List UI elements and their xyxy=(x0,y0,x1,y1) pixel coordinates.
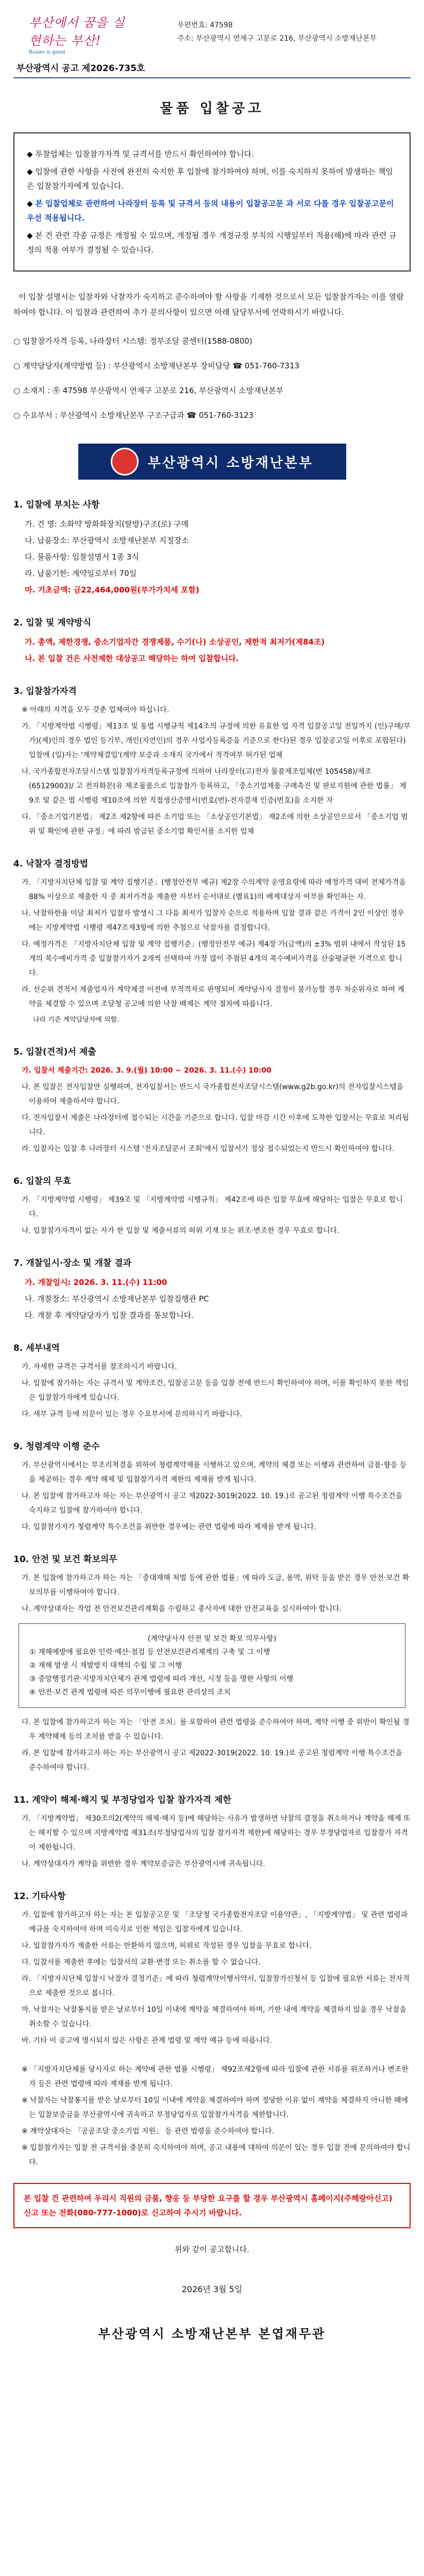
section-line: 다. 물품사항: 입찰설명서 1종 3식 xyxy=(25,552,139,562)
section-line: 다. 예정가격은 「지방자치단체 입찰 및 계약 집행기준」(행정안전부 예규) 제4장 가(금액)의 ±3% 범위 내에서 작성된 15개의 복수예비가격 중 입찰참가자가 2개씩 선택하여 가장 많이 추첨된 4개의 복수예비가격을 산술평균한 가격으로 합니다. xyxy=(22,940,406,977)
section-line: ※ 아래의 자격을 모두 갖춘 업체여야 하십니다. xyxy=(22,706,169,714)
section-line: 가. 「지방계약법 시행령」제13조 및 동법 시행규칙 제14조의 규정에 의한 유효한 업 자격 입찰공고일 전일까지 (인)구매/부가)(제)인의 경우 법인 등기부, 개인(자연인)의 경우 사업자등록증을 기준으로 한다)된 경우 입찰공고일 이후로 포함된다) 입찰에 (일)자는 '계약체결일'(계약 보증과 소재지 국가에서 적격여부 허가된 업체 xyxy=(22,722,411,759)
notice-text: 투찰업체는 입찰참가자격 및 규격서를 반드시 확인하여야 합니다. xyxy=(35,149,254,159)
section-line: 다. 개찰 후 계약담당자가 입찰 결과를 통보합니다. xyxy=(25,1311,194,1320)
announcement-date: 2026년 3월 5일 xyxy=(181,2284,243,2294)
section-line: 나. 개찰장소: 부산광역시 소방재난본부 입찰집행관 PC xyxy=(25,1294,209,1303)
box-item: ② 재해 발생 시 재발방지 대책의 수립 및 그 이행 xyxy=(29,1662,182,1670)
section-line: 나. 입찰에 참가하는 자는 규격서 및 계약조건, 입찰공고문 등을 입찰 전에 반드시 확인하여야 하며, 이를 확인하지 못한 책임은 입찰참가자에게 있습니다. xyxy=(22,1379,409,1402)
contact-line: ○ 수요부서 : 부산광역시 소방재난본부 구조구급과 ☎ 051-760-3123 xyxy=(13,411,254,420)
section-heading: 8. 세부내역 xyxy=(13,1343,60,1353)
intro-paragraph: 이 입찰 설명서는 입찰자와 낙찰자가 숙지하고 준수하여야 할 사항을 기재한 것으로서 모든 입찰참가자는 이를 열람하여야 합니다. 이 입찰과 관련하여 추가 문의사항이 있으면 아래 담당부서에 연락하시기 바랍니다. xyxy=(13,292,404,317)
section-line: 나. 낙찰하한율 미달 최저가 입찰자 발생시 그 다음 최저가 입찰자 순으로 적용하며 입찰 결과 같은 가격이 2인 이상인 경우에는 지방계약법 시행령 제47조제3항에 의한 추첨으로 낙찰자를 결정합니다. xyxy=(22,909,404,932)
closing-text: 위와 같이 공고합니다. xyxy=(175,2245,249,2254)
integrity-notice-box: 본 입찰 건 관련하여 우리시 직원의 금품, 향응 등 부당한 요구를 할 경우 부산광역시 홈페이지(주해랑아신고) 신고 또는 전화(080-777-1000)로 신고하여 주시기 바랍니다. xyxy=(13,2183,411,2228)
box-item: ④ 안전·보건 관계 법령에 따른 의무이행에 필요한 관리상의 조치 xyxy=(29,1688,231,1697)
address-text: 주소: 부산광역시 연제구 고분로 216, 부산광역시 소방재난본부 xyxy=(177,35,377,43)
section-line: 가. 입찰에 참가하고자 하는 자는 본 입찰공고문 및 「조달청 국가종합전자조달 이용약관」, 「지방계약법」 및 관련 법령과 예규를 숙지하여야 하며 미숙지로 인한 책임은 입찰자에게 있습니다. xyxy=(22,1911,408,1934)
section-line: 라. 본 입찰에 참가하고자 하는 자는 부산광역시 공고 제2022-3019(2022. 10. 19.)로 공고된 청렴계약 이행 특수조건을 준수하여야 합니다. xyxy=(22,1749,402,1772)
section-line: 라. 「지방자치단체 입찰시 낙찰자 결정기준」에 따라 청렴계약이행서약서, 입찰참가신청서 등 입찰에 필요한 서류는 전자적으로 제출한 것으로 봅니다. xyxy=(22,1975,410,1997)
notice-box xyxy=(13,132,411,272)
banner-text: 부산광역시 소방재난본부 xyxy=(147,455,314,471)
section-line: 가. 개찰일시: 2026. 3. 11.(수) 11:00 xyxy=(25,1278,167,1287)
section-line: 가. 「지방계약법」 제30조의2(계약의 해제·해지 등)에 해당하는 사유가 발생하면 낙찰의 결정을 취소하거나 계약을 해제 또는 해지할 수 있으며 지방계약법 제31조(부정당업자의 입찰 참가자격 제한)에 해당하는 경우 부정당업자로 입찰참가 자격이 제한됩니다. xyxy=(22,1815,411,1852)
section-line: 가. 자세한 규격은 규격서를 참조하시기 바랍니다. xyxy=(22,1363,177,1371)
notice-text: 본 입찰업체로 관련하여 나라장터 등록 및 규격서 등의 내용이 입찰공고문 과 서로 다를 경우 입찰공고문이 우선 적용됩니다. xyxy=(27,199,394,223)
section-line: 나. 본 입찰 건은 사전제한 대상공고 해당하는 하여 입찰합니다. xyxy=(25,654,239,663)
fire-emblem-icon xyxy=(111,448,139,476)
section-line: 가. 「지방계약법 시행령」 제39조 및 「지방계약법 시행규칙」 제42조에 따른 입찰 무효에 해당하는 입찰은 무효로 합니다. xyxy=(22,1196,403,1218)
box-title: (계약당사자 안전 및 보건 확보 의무사항) xyxy=(147,1635,277,1643)
remark-line: ※ 계약상대자는 「공공조달 중소기업 지원」 등 관련 법령을 준수하여야 합니다. xyxy=(22,2127,274,2136)
notice-text: 본 건 관련 각종 규정은 개정될 수 있으며, 개정될 경우 개정규정 부칙의 시행일부터 적용(해)에 따라 관련 규정의 적용 여부가 결정될 수 있습니다. xyxy=(27,231,397,255)
section-line: 나. 계약상대자는 작업 전 안전보건관리계획을 수립하고 종사자에 대한 안전교육을 실시하여야 합니다. xyxy=(22,1605,342,1613)
contact-line: ○ 소재지 : ㉾ 47598 부산광역시 연제구 고분로 216, 부산광역시 소방재난본부 xyxy=(13,386,284,395)
slogan-en-text: Busan is good xyxy=(29,49,65,55)
contact-line: ○ 입찰참가자격 등록, 나라장터 시스템: 정부조달 콜센터(1588-0800) xyxy=(13,336,252,346)
section-line: 마. 낙찰자는 낙찰통지를 받은 날로부터 10일 이내에 계약을 체결하여야 하며, 기한 내에 계약을 체결하지 않을 경우 낙찰을 취소할 수 있습니다. xyxy=(22,2006,407,2028)
remark-line: ※ 낙찰자는 낙찰통지를 받은 날로부터 10일 이내에 계약을 체결하여야 하며 정당한 이유 없이 계약을 체결하지 아니한 때에는 입찰보증금을 부산광역시에 귀속하고 부정당업자로 입찰참가자격을 제한합니다. xyxy=(22,2096,408,2119)
section-line: 나. 계약상대자가 계약을 위반한 경우 계약보증금은 부산광역시에 귀속됩니다. xyxy=(22,1860,265,1868)
section-line: 다. 입찰서를 제출한 후에는 입찰서의 교환·변경 또는 취소를 할 수 없습니다. xyxy=(22,1958,261,1967)
section-heading: 9. 청렴계약 이행 준수 xyxy=(13,1442,100,1452)
city-slogan-logo xyxy=(29,12,132,55)
agency-banner xyxy=(78,444,346,480)
slogan-text: 부산에서 꿈을 실현하는 부산! xyxy=(29,15,125,48)
document-number: 부산광역시 공고 제2026-735호 xyxy=(16,63,145,74)
box-item: ① 재해예방에 필요한 인력·예산·점검 등 안전보건관리체계의 구축 및 그 이행 xyxy=(29,1648,270,1656)
section-line: 라. 납품기한: 계약일로부터 70일 xyxy=(25,569,137,578)
section-line: 나. 본 입찰에 참가하고자 하는 자는 부산광역시 공고 제2022-3019(2022. 10. 19.)로 공고된 청렴계약 이행 특수조건을 숙지하고 입찰에 참가하여야 합니다. xyxy=(22,1492,402,1515)
section-line: 가. 부산광역시에서는 부조리척결을 위하여 청렴계약제를 시행하고 있으며, 계약의 체결 또는 이행과 관련하여 금품·향응 등을 제공하는 경우 계약 해제 및 입찰참가자격 제한의 제재를 받게 됩니다. xyxy=(22,1461,407,1484)
page-title: 물품 입찰공고 xyxy=(160,101,264,116)
notice-text: 입찰에 관한 사항을 사전에 완전히 숙지한 후 입찰에 참가하여야 하며, 이를 숙지하지 못하여 발생하는 책임은 입찰참가자에게 있습니다. xyxy=(27,167,393,191)
section-line: 바. 기타 이 공고에 명시되지 않은 사항은 관계 법령 및 계약 예규 등에 따릅니다. xyxy=(22,2037,272,2045)
notice-item: ◆ 본 건 관련 각종 규정은 개정될 수 있으며, 개정될 경우 개정규정 부칙의 시행일부터 적용(해)에 따라 관련 규정의 적용 여부가 결정될 수 있습니다. xyxy=(27,231,397,255)
section-line: 라. 입찰자는 입찰 후 나라장터 시스템 '전자조달문서 조회'에서 입찰서가 정상 접수되었는지 반드시 확인하여야 합니다. xyxy=(22,1145,395,1153)
header xyxy=(13,0,411,78)
section-line: 마. 기초금액: 금22,464,000원(부가가치세 포함) xyxy=(25,585,199,595)
section-heading: 4. 낙찰자 결정방법 xyxy=(13,859,89,869)
section-note: 나라 기준 계약담당자에 의함. xyxy=(33,1016,120,1024)
section-line: 다. 「중소기업기본법」 제2조 제2항에 따른 소기업 또는 「소상공인기본법」 제2조에 의한 소상공인으로서 「중소기업 범위 및 확인에 관한 규정」에 따라 발급된 중소기업 확인서를 소지한 업체 xyxy=(22,813,408,836)
section-line: 나. 입찰참가자가 제출한 서류는 반환하지 않으며, 허위로 작성된 경우 입찰을 무효로 합니다. xyxy=(22,1942,312,1950)
section-heading: 2. 입찰 및 계약방식 xyxy=(13,618,91,628)
section-heading: 10. 안전 및 보건 확보의무 xyxy=(13,1554,117,1565)
notice-item: ◆ 본 입찰업체로 관련하여 나라장터 등록 및 규격서 등의 내용이 입찰공고문 과 서로 다를 경우 입찰공고문이 우선 적용됩니다. xyxy=(27,199,394,223)
section-heading: 6. 입찰의 무효 xyxy=(13,1176,72,1187)
section-line: 나. 국가종합전자조달시스템 입찰참가자격등록규정에 의하여 나라장터(고)전자 물품제조업체(번 105458)/제조(65129003)/ 고 전자화문(유 제조물품으로 입찰참가 등록하고, 「중소기업제품 구매촉진 및 판로지원에 관한 법률」 제9조 및 같은 법 시행령 제10조에 의한 직접생산증명서(번호(번)-전자결재 인증(번호)을 소지한 자 xyxy=(22,768,406,805)
section-line: 가. 건 명: 소화약 방화화장치(탈방)구조(로) 구매 xyxy=(25,519,189,529)
section-line: 가. 「지방자치단체 입찰 및 계약 집행기준」(행정안전부 예규) 제2장 수의계약 운영요령에 따라 예정가격 대비 전체가격을 88% 이상으로 제출한 자 중 최저가격을 제출한 자부터 순서대로 (별표1)의 배제대상자 여부를 확인하는 자. xyxy=(22,878,406,901)
section-line: 나. 본 입찰은 전자입찰만 실행하며, 전자입찰서는 반드시 국가종합전자조달시스템(www.g2b.go.kr)의 전자입찰시스템을 이용하여 제출하셔야 합니다. xyxy=(22,1083,404,1106)
section-heading: 11. 계약이 해제·해지 및 부정당업자 입찰 참가자격 제한 xyxy=(13,1795,231,1805)
section-line: 라. 선순위 견적서 제출업자가 계약체결 이전에 부적격자로 판명되어 계약당사자 결정이 불가능할 경우 차순위자로 하여 계약을 체결할 수 있으며 조달청 공고에 의한 낙찰 배제는 계약 절차에 따릅니다. xyxy=(22,986,404,1008)
remark-line: ※ 입찰참가자는 입찰 전 규격서를 충분히 숙지하여야 하며, 공고 내용에 대하여 의문이 있는 경우 입찰 전에 문의하여야 합니다. xyxy=(22,2144,411,2166)
section-heading: 3. 입찰참가자격 xyxy=(13,686,77,697)
section-line: 가. 본 입찰에 참가하고자 하는 자는 「중대재해 처벌 등에 관한 법률」에 따라 도급, 용역, 위탁 등을 받은 경우 안전·보건 확보의무를 이행하여야 합니다. xyxy=(22,1574,410,1597)
section-line: 가. 입찰서 제출기간: 2026. 3. 9.(월) 10:00 ~ 2026. 3. 11.(수) 10:00 xyxy=(22,1066,272,1075)
section-line: 나. 입찰참가자격이 없는 자가 한 입찰 및 제출서류의 허위 기재 또는 위조·변조한 경우 무효로 합니다. xyxy=(22,1227,340,1235)
notice-item: ◆ 입찰에 관한 사항을 사전에 완전히 숙지한 후 입찰에 참가하여야 하며, 이를 숙지하지 못하여 발생하는 책임은 입찰참가자에게 있습니다. xyxy=(27,167,393,191)
section-heading: 5. 입찰(견적)서 제출 xyxy=(13,1047,96,1057)
section-line: 다. 본 입찰에 참가하고자 하는 자는 「안전 조치」를 포함하여 관련 법령을 준수하여야 하며, 계약 이행 중 위반이 확인될 경우 계약해제 등의 조치를 받을 수 있습니다. xyxy=(22,1718,410,1741)
safety-duty-box xyxy=(19,1623,405,1708)
section-line: 나. 납품장소: 부산광역시 소방재난본부 지정장소 xyxy=(25,536,189,545)
header-address xyxy=(177,19,377,45)
section-line: 다. 전자입찰서 제출은 나라장터에 접수되는 시간을 기준으로 합니다. 입찰 마감 시간 이후에 도착한 입찰서는 무효로 처리됩니다. xyxy=(22,1114,409,1137)
box-item: ③ 중앙행정기관·지방자치단체가 관계 법령에 따라 개선, 시정 등을 명한 사항의 이행 xyxy=(29,1675,294,1683)
section-line: 가. 총액, 제한경쟁, 중소기업자간 경쟁제품, 수기(나) 소상공인, 제한적 최저가(제84조) xyxy=(25,637,325,647)
contact-line: ○ 계약담당자(계약방법 등) : 부산광역시 소방재난본부 장비담당 ☎ 051-760-7313 xyxy=(13,361,300,370)
postal-code: 우편번호: 47598 xyxy=(177,21,233,29)
section-line: 다. 입찰참가자가 청렴계약 특수조건을 위반한 경우에는 관련 법령에 따라 제재를 받게 됩니다. xyxy=(22,1523,316,1531)
section-heading: 1. 입찰에 부치는 사항 xyxy=(13,500,100,510)
remark-line: ※ 「지방자치단체를 당사자로 하는 계약에 관한 법률 시행령」 제92조제2항에 따라 입찰에 관한 서류를 위조하거나 변조한 자 등은 관련 법령에 따라 제재를 받게 됩니다. xyxy=(22,2065,409,2088)
notice-item: ◆ 투찰업체는 입찰참가자격 및 규격서를 반드시 확인하여야 합니다. xyxy=(27,149,254,159)
section-heading: 7. 개찰일시·장소 및 개찰 결과 xyxy=(13,1258,132,1268)
section-line: 다. 세부 규격 등에 의문이 있는 경우 수요부서에 문의하시기 바랍니다. xyxy=(22,1410,242,1418)
section-heading: 12. 기타사항 xyxy=(13,1891,66,1902)
issuer-signature: 부산광역시 소방재난본부 본엽재무관 xyxy=(98,2327,326,2341)
